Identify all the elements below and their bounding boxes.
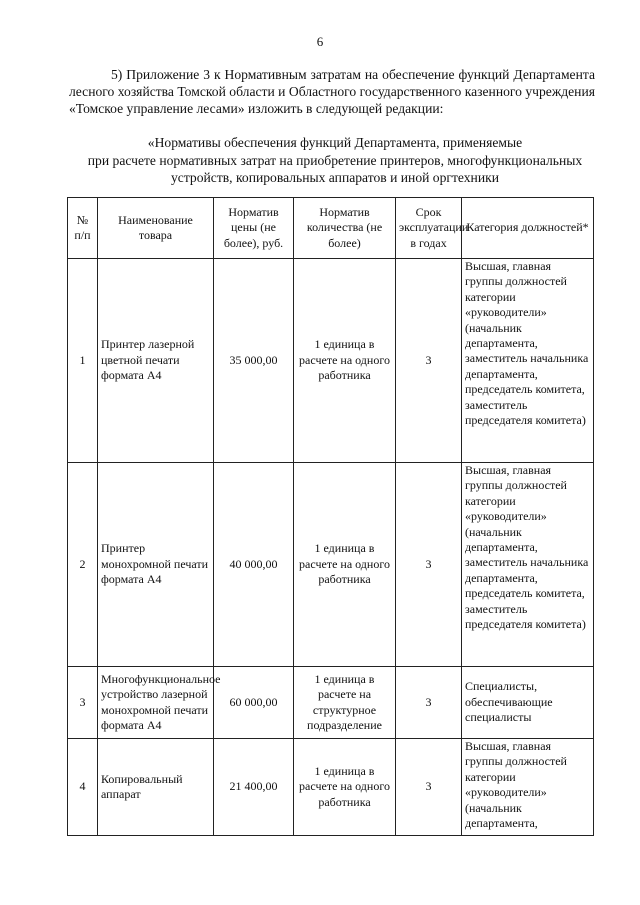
table-row [68,259,594,463]
row-num: 4 [68,739,98,836]
row-qty: 1 единица в расчете на структурное подразделение [294,667,396,739]
row-term: 3 [396,667,462,739]
row-term: 3 [396,463,462,667]
table-header-row [68,198,594,259]
table-row [68,739,594,836]
intro-paragraph: 5) Приложение 3 к Нормативным затратам на обеспечение функций Департамента лесного хозяйства Томской области и Областного государственного казенного учреждения «Томское управление лесами» изложить в следующей редакции: [69,67,595,116]
row-name: Принтер лазерной цветной печати формата А4 [98,259,214,463]
row-name: Копировальный аппарат [98,739,214,836]
page-number: 6 [316,34,324,49]
norms-table [67,197,594,836]
row-category: Специалисты, обеспечивающие специалисты [462,667,594,739]
row-qty: 1 единица в расчете на одного работника [294,259,396,463]
table-row [68,667,594,739]
header-qty: Норматив количества (не более) [294,198,396,259]
header-price: Норматив цены (не более), руб. [214,198,294,259]
row-category: Высшая, главная группы должностей категории «руководители» (начальник департамента, заместитель начальника департамента, председатель комитета, заместитель председателя комитета) [462,259,594,463]
row-num: 2 [68,463,98,667]
row-term: 3 [396,739,462,836]
row-qty: 1 единица в расчете на одного работника [294,463,396,667]
heading-line: при расчете нормативных затрат на приобретение принтеров, многофункциональных [87,152,583,168]
table-heading [40,134,630,187]
row-category: Высшая, главная группы должностей категории «руководители» (начальник департамента, [462,739,594,836]
header-category: Категория должностей* [462,198,594,259]
table-row [68,463,594,667]
row-num: 1 [68,259,98,463]
row-price: 21 400,00 [214,739,294,836]
header-num: № п/п [68,198,98,259]
row-num: 3 [68,667,98,739]
row-price: 60 000,00 [214,667,294,739]
heading-line: «Нормативы обеспечения функций Департамента, применяемые [147,135,523,150]
row-category: Высшая, главная группы должностей категории «руководители» (начальник департамента, заместитель начальника департамента, председатель комитета, заместитель председателя комитета) [462,463,594,667]
row-name: Принтер монохромной печати формата А4 [98,463,214,667]
row-term: 3 [396,259,462,463]
row-qty: 1 единица в расчете на одного работника [294,739,396,836]
row-price: 35 000,00 [214,259,294,463]
header-term: Срок эксплуатации в годах [396,198,462,259]
row-price: 40 000,00 [214,463,294,667]
row-name: Многофункциональное устройство лазерной монохромной печати формата А4 [98,667,214,739]
heading-line: устройств, копировальных аппаратов и иной оргтехники [170,170,499,185]
header-name: Наименование товара [98,198,214,259]
